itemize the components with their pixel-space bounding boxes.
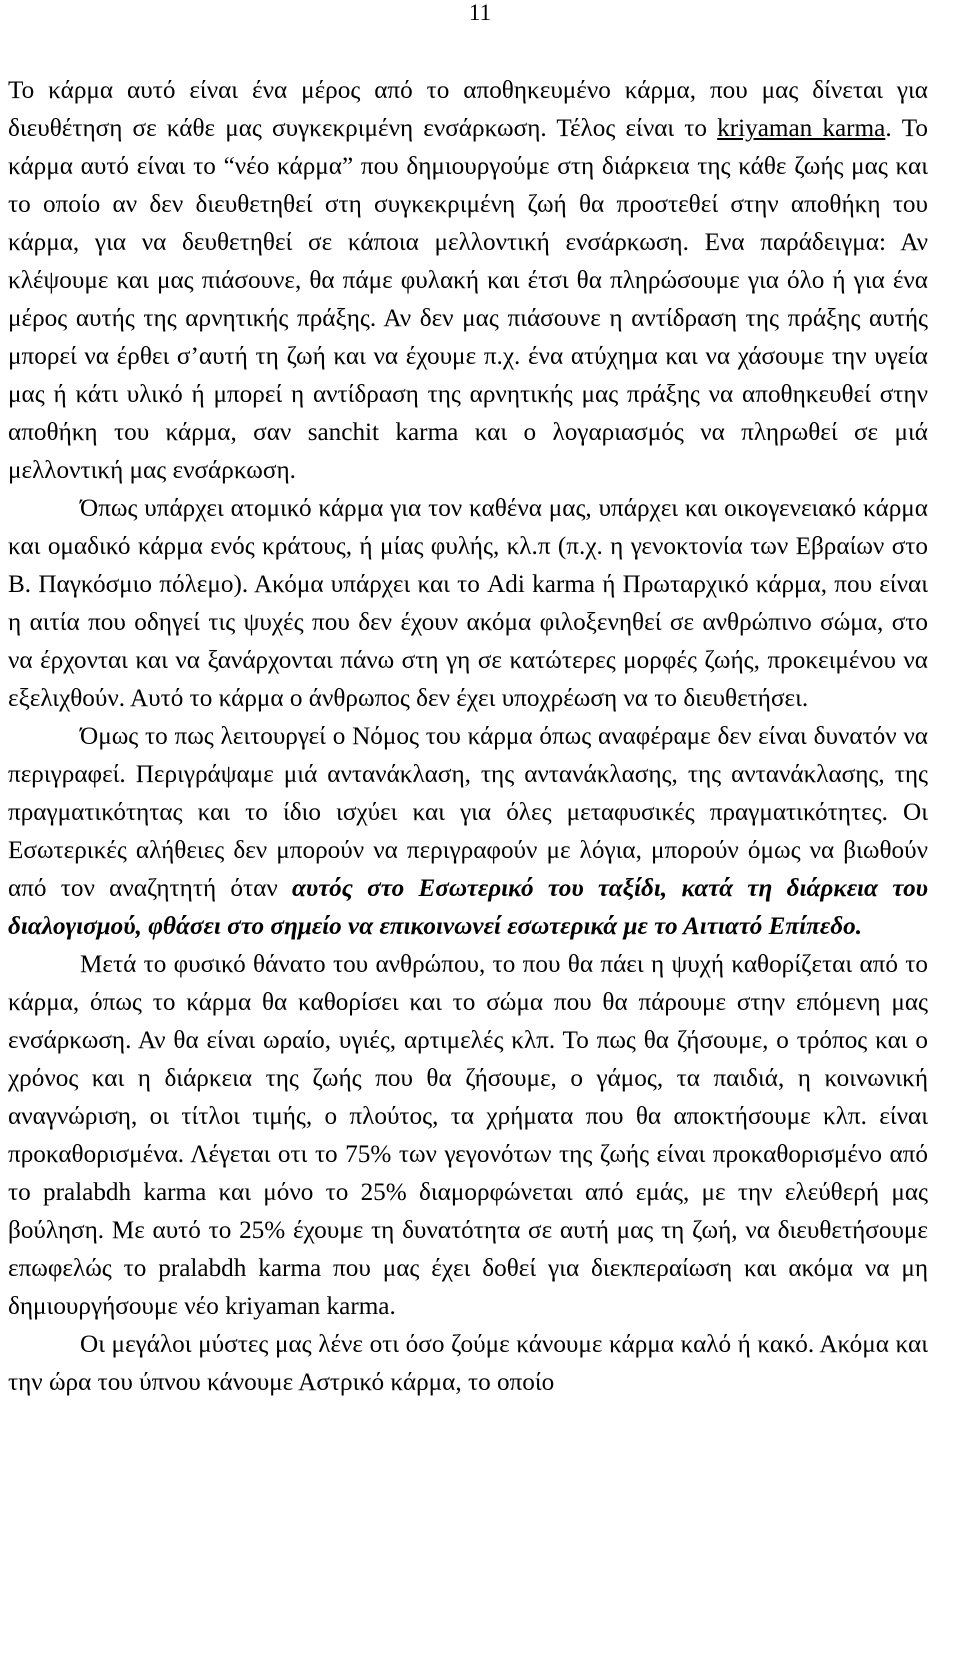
paragraph-great-mystics: Οι μεγάλοι μύστες μας λένε οτι όσο ζούμε κάνουμε κάρμα καλό ή κακό. Ακόμα και την ώρα του ύπνου κάνουμε Αστρικό κάρμα, το οποίο [8, 1331, 928, 1396]
paragraph-text: Όμως το πως λειτουργεί ο Νόμος του κάρμα όπως αναφέραμε δεν είναι δυνατόν να περιγραφεί. Περιγράψαμε μιά αντανάκλαση, της αντανάκλασης, της αντανάκλασης, της πραγματικότητας και το ίδιο ισχύει και για όλες μεταφυσικές πραγματικότητες. Οι Εσωτερικές αλήθειες δεν μπορούν να περιγραφούν με λόγια, μπορούν όμως να βιωθούν από τον αναζητητή όταν [8, 723, 928, 902]
paragraph-law-of-karma [8, 718, 928, 946]
paragraph-kriyaman-karma [8, 72, 928, 490]
page-number: 11 [468, 0, 492, 25]
paragraph-text: Το κάρμα αυτό είναι ένα μέρος από το αποθηκευμένο κάρμα, που μας δίνεται για διευθέτηση σε κάθε μας συγκεκριμένη ενσάρκωση. Τέλος είναι το [8, 77, 928, 142]
document-body [8, 72, 928, 1402]
paragraph-text: . Το κάρμα αυτό είναι το “νέο κάρμα” που δημιουργούμε στη διάρκεια της κάθε ζωής μας και το οποίο αν δεν διευθετηθεί στη συγκεκριμένη ζωή θα προστεθεί στην αποθήκη του κάρμα, για να δευθετηθεί σε κάποια μελλοντική ενσάρκωση. Ενα παράδειγμα: Αν κλέψουμε και μας πιάσουνε, θα πάμε φυλακή και έτσι θα πληρώσουμε για όλο ή για ένα μέρος αυτής της αρνητικής πράξης. Αν δεν μας πιάσουνε η αντίδραση της πράξης αυτής μπορεί να έρθει σ’αυτή τη ζωή και να έχουμε π.χ. ένα ατύχημα και να χάσουμε την υγεία μας ή κάτι υλικό ή μπορεί η αντίδραση της αρνητικής μας πράξης να αποθηκευθεί στην αποθήκη του κάρμα, σαν sanchit karma και ο λογαριασμός να πληρωθεί σε μιά μελλοντική μας ενσάρκωση. [8, 115, 928, 484]
emphasized-text: αυτός στο Εσωτερικό του ταξίδι, κατά τη διάρκεια του διαλογισμού, φθάσει στο σημείο να επικοινωνεί εσωτερικά με το Αιτιατό Επίπεδο. [8, 875, 929, 940]
paragraph-collective-karma: Όπως υπάρχει ατομικό κάρμα για τον καθένα μας, υπάρχει και οικογενειακό κάρμα και ομαδικό κάρμα ενός κράτους, ή μίας φυλής, κλ.π (π.χ. η γενοκτονία των Εβραίων στο Β. Παγκόσμιο πόλεμο). Ακόμα υπάρχει και το Adi karma ή Πρωταρχικό κάρμα, που είναι η αιτία που οδηγεί τις ψυχές που δεν έχουν ακόμα φιλοξενηθεί σε ανθρώπινο σώμα, στο να έρχονται και να ξανάρχονται πάνω στη γη σε κατώτερες μορφές ζωής, προκειμένου να εξελιχθούν. Αυτό το κάρμα ο άνθρωπος δεν έχει υποχρέωση να το διευθετήσει. [8, 495, 928, 712]
paragraph-after-death: Μετά το φυσικό θάνατο του ανθρώπου, το που θα πάει η ψυχή καθορίζεται από το κάρμα, όπως το κάρμα θα καθορίσει και το σώμα που θα πάρουμε στην επόμενη μας ενσάρκωση. Αν θα είναι ωραίο, υγιές, αρτιμελές κλπ. Το πως θα ζήσουμε, ο τρόπος και ο χρόνος και η διάρκεια της ζωής που θα ζήσουμε, ο γάμος, τα παιδιά, η κοινωνική αναγνώριση, οι τίτλοι τιμής, ο πλούτος, τα χρήματα που θα αποκτήσουμε κλπ. είναι προκαθορισμένα. Λέγεται οτι το 75% των γεγονότων της ζωής είναι προκαθορισμένο από το pralabdh karma και μόνο το 25% διαμορφώνεται από εμάς, με την ελεύθερή μας βούληση. Με αυτό το 25% έχουμε τη δυνατότητα σε αυτή μας τη ζωή, να διευθετήσουμε επωφελώς το pralabdh karma που μας έχει δοθεί για διεκπεραίωση και ακόμα να μη δημιουργήσουμε νέο kriyaman karma. [8, 951, 928, 1320]
kriyaman-karma-link[interactable]: kriyaman karma [717, 115, 886, 142]
